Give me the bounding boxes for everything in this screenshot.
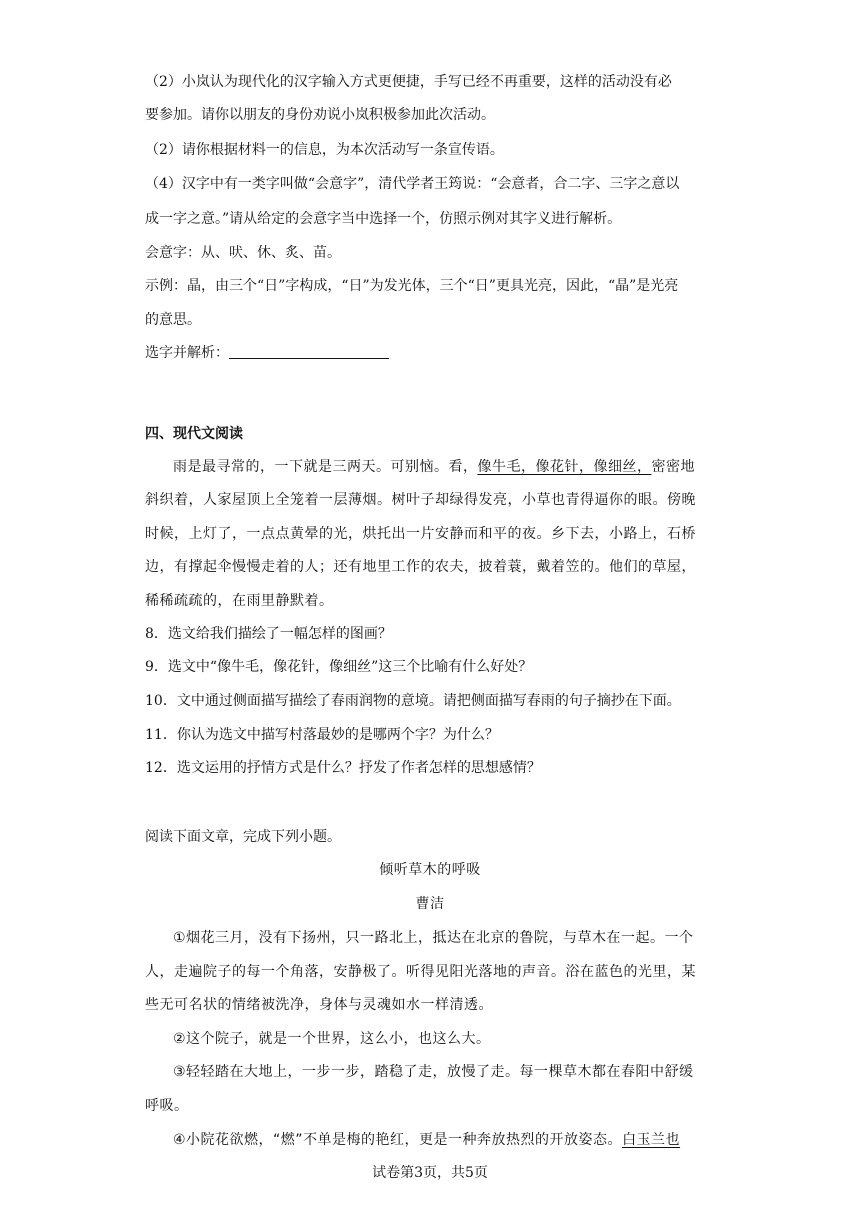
huiyi-characters: 会意字：从、吠、休、炙、苗。 (145, 245, 341, 261)
paragraph-2: ②这个院子，就是一个世界，这么小，也这么大。 (173, 1031, 491, 1047)
reading-intro: 阅读下面文章，完成下列小题。 (145, 829, 341, 845)
paragraph-1-line-3: 些无可名状的情绪被洗净，身体与灵魂如水一样清透。 (145, 997, 493, 1013)
rain-text-b: 密密地 (651, 459, 695, 475)
article-title: 倾听草木的呼吸 (379, 862, 481, 878)
paragraph-4-text: ④小院花欲燃，“燃”不单是梅的艳红，更是一种奔放热烈的开放姿态。 (173, 1132, 623, 1148)
answer-blank[interactable] (229, 344, 389, 359)
paragraph-1-line-2: 人，走遍院子的每一个角落，安静极了。听得见阳光落地的声音。浴在蓝色的光里，某 (145, 964, 696, 980)
paragraph-3-line-1: ③轻轻踏在大地上，一步一步，踏稳了走，放慢了走。每一棵草木都在春阳中舒缓 (173, 1064, 694, 1080)
paragraph-4-line-1 (145, 1130, 720, 1150)
question-4-continued: 成一字之意。”请从给定的会意字当中选择一个，仿照示例对其字义进行解析。 (145, 211, 622, 227)
rain-line-4: 边，有撑起伞慢慢走着的人；还有地里工作的农夫，披着蓑，戴着笠的。他们的草屋， (145, 559, 696, 575)
question-2b: （2）请你根据材料一的信息，为本次活动写一条宣传语。 (145, 142, 504, 158)
question-2a: （2）小岚认为现代化的汉字输入方式更便捷，手写已经不再重要，这样的活动没有必 (145, 74, 672, 90)
paragraph-4-underlined: 白玉兰也 (622, 1132, 681, 1148)
question-8: 8．选文给我们描绘了一幅怎样的图画？ (145, 626, 392, 642)
question-12: 12．选文运用的抒情方式是什么？抒发了作者怎样的思想感情？ (145, 760, 541, 776)
rain-line-1 (145, 457, 720, 477)
rain-line-5: 稀稀疏疏的，在雨里静默着。 (145, 593, 334, 609)
question-10: 10．文中通过侧面描写描绘了春雨润物的意境。请把侧面描写春雨的句子摘抄在下面。 (145, 693, 681, 709)
question-4: （4）汉字中有一类字叫做“会意字”，清代学者王筠说：“会意者，合二字、三字之意以 (145, 176, 680, 192)
paragraph-1-line-1: ①烟花三月，没有下扬州，只一路北上，抵达在北京的鲁院，与草木在一起。一个 (173, 930, 694, 946)
answer-line (145, 343, 720, 363)
rain-line-2: 斜织着，人家屋顶上全笼着一层薄烟。树叶子却绿得发亮，小草也青得逼你的眼。傍晚 (145, 492, 696, 508)
article-author: 曹洁 (415, 896, 445, 912)
paragraph-3-line-2: 呼吸。 (145, 1098, 189, 1114)
rain-line-3: 时候，上灯了，一点点黄晕的光，烘托出一片安静而和平的夜。乡下去，小路上，石桥 (145, 526, 696, 542)
section-title: 四、现代文阅读 (145, 426, 243, 442)
example-text: 示例：晶，由三个“日”字构成，“日”为发光体，三个“日”更具光亮，因此，“晶”是光亮 (145, 278, 679, 294)
answer-label: 选字并解析： (145, 345, 229, 361)
page-footer: 试卷第3页，共5页 (372, 1165, 488, 1181)
example-text-continued: 的意思。 (145, 312, 201, 328)
question-11: 11．你认为选文中描写村落最妙的是哪两个字？为什么？ (145, 727, 499, 743)
rain-text-a: 雨是最寻常的，一下就是三两天。可别恼。看， (173, 459, 478, 475)
question-2a-continued: 要参加。请你以朋友的身份劝说小岚积极参加此次活动。 (145, 107, 495, 123)
question-9: 9．选文中“像牛毛，像花针，像细丝”这三个比喻有什么好处？ (145, 659, 533, 675)
rain-simile-underlined: 像牛毛，像花针，像细丝， (477, 459, 652, 475)
